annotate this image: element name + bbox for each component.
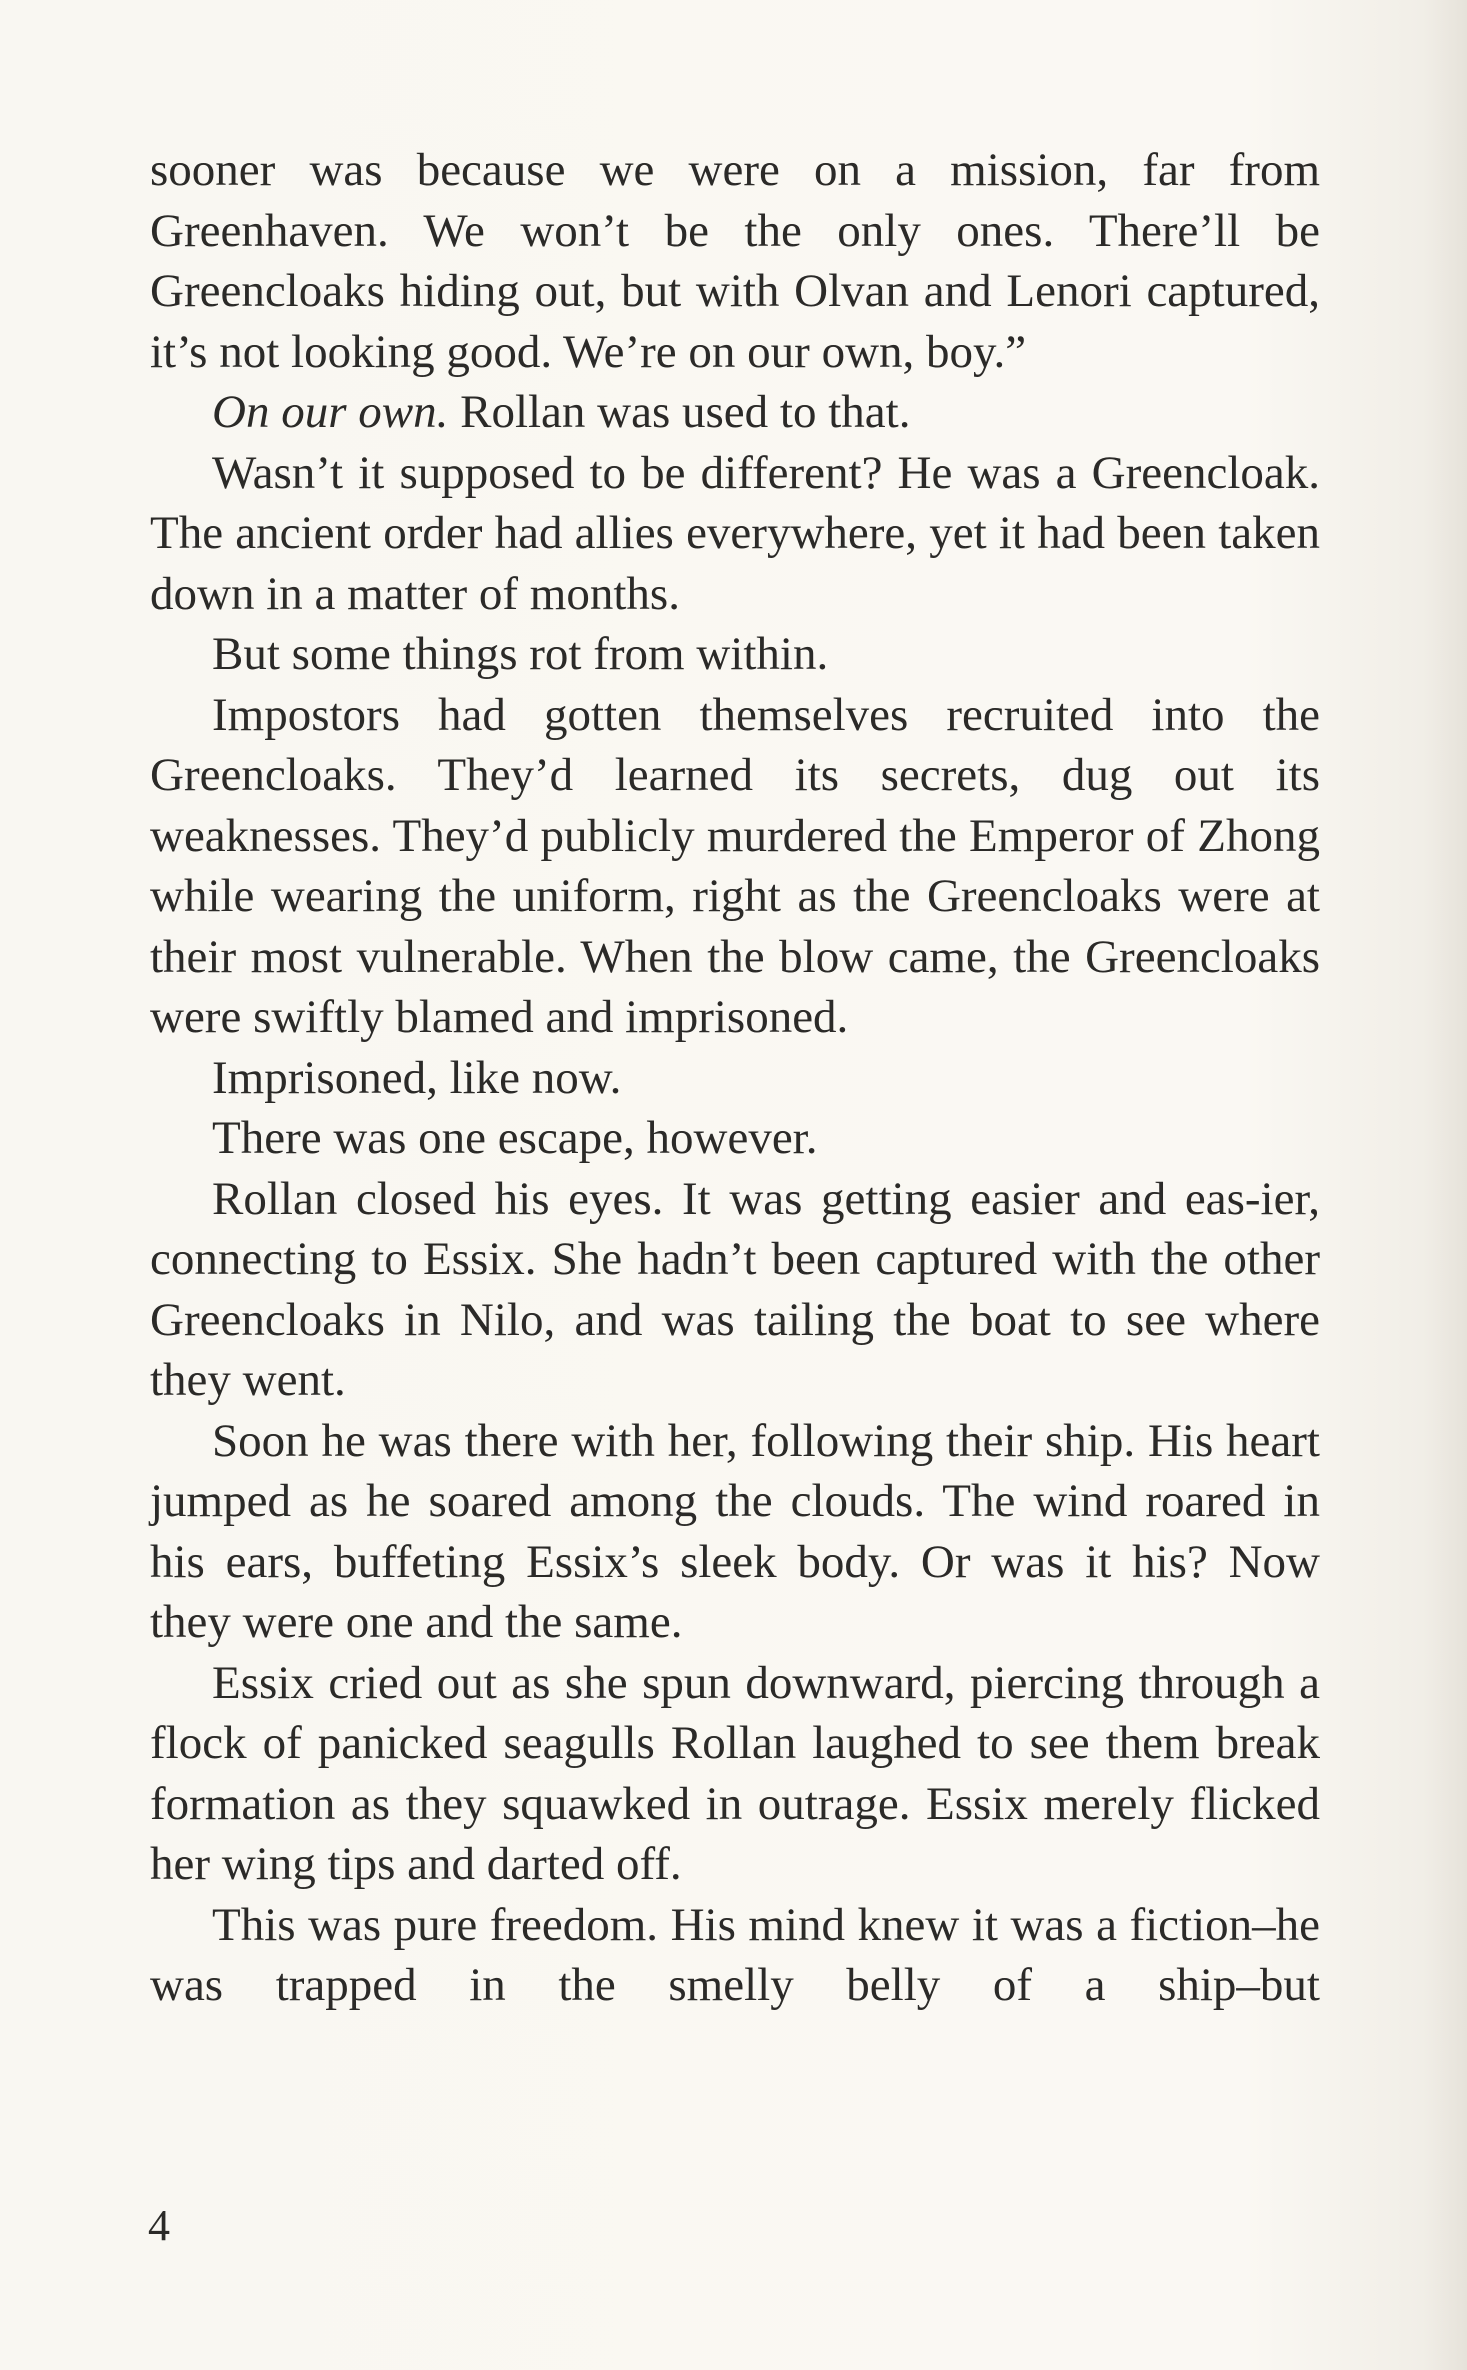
paragraph-7: There was one escape, however.: [212, 1112, 818, 1164]
paragraph-4: But some things rot from within.: [212, 628, 829, 680]
paragraph-8: Rollan closed his eyes. It was getting easier and eas-ier, connecting to Essix. She hadn’t been captured with the other Greencloaks in Nilo, and was tailing the boat to see where they went.: [150, 1172, 1320, 1406]
paragraph-2: [150, 382, 1320, 443]
italic-phrase: On our own.: [212, 386, 449, 438]
paragraph-6: Imprisoned, like now.: [212, 1051, 622, 1104]
paragraph-1: sooner was because we were on a mission, far from Greenhaven. We won’t be the only ones. There’ll be Greencloaks hiding out, but with Olvan and Lenori captured, it’s not looking good. We’re on our own, boy.”: [150, 144, 1320, 378]
paragraph-2-text: Rollan was used to that.: [460, 386, 911, 438]
paragraph-9: Soon he was there with her, following their ship. His heart jumped as he soared among the clouds. The wind roared in his ears, buffeting Essix’s sleek body. Or was it his? Now they were one and the same.: [150, 1414, 1320, 1648]
page-number: 4: [148, 2201, 170, 2250]
paragraph-5: Impostors had gotten themselves recruited into the Greencloaks. They’d learned its secrets, dug out its weaknesses. They’d publicly murdered the Emperor of Zhong while wearing the uniform, right as the Greencloaks were at their most vulnerable. When the blow came, the Greencloaks were swiftly blamed and imprisoned.: [150, 688, 1320, 1043]
paragraph-10: Essix cried out as she spun downward, piercing through a flock of panicked seagulls Rollan laughed to see them break formation as they squawked in outrage. Essix merely flicked her wing tips and darted off.: [150, 1656, 1320, 1890]
body-text: [150, 140, 1320, 2016]
paragraph-11: This was pure freedom. His mind knew it was a fiction–he was trapped in the smelly belly of a ship–but: [150, 1898, 1320, 2011]
paragraph-3: Wasn’t it supposed to be different? He was a Greencloak. The ancient order had allies everywhere, yet it had been taken down in a matter of months.: [150, 446, 1320, 620]
